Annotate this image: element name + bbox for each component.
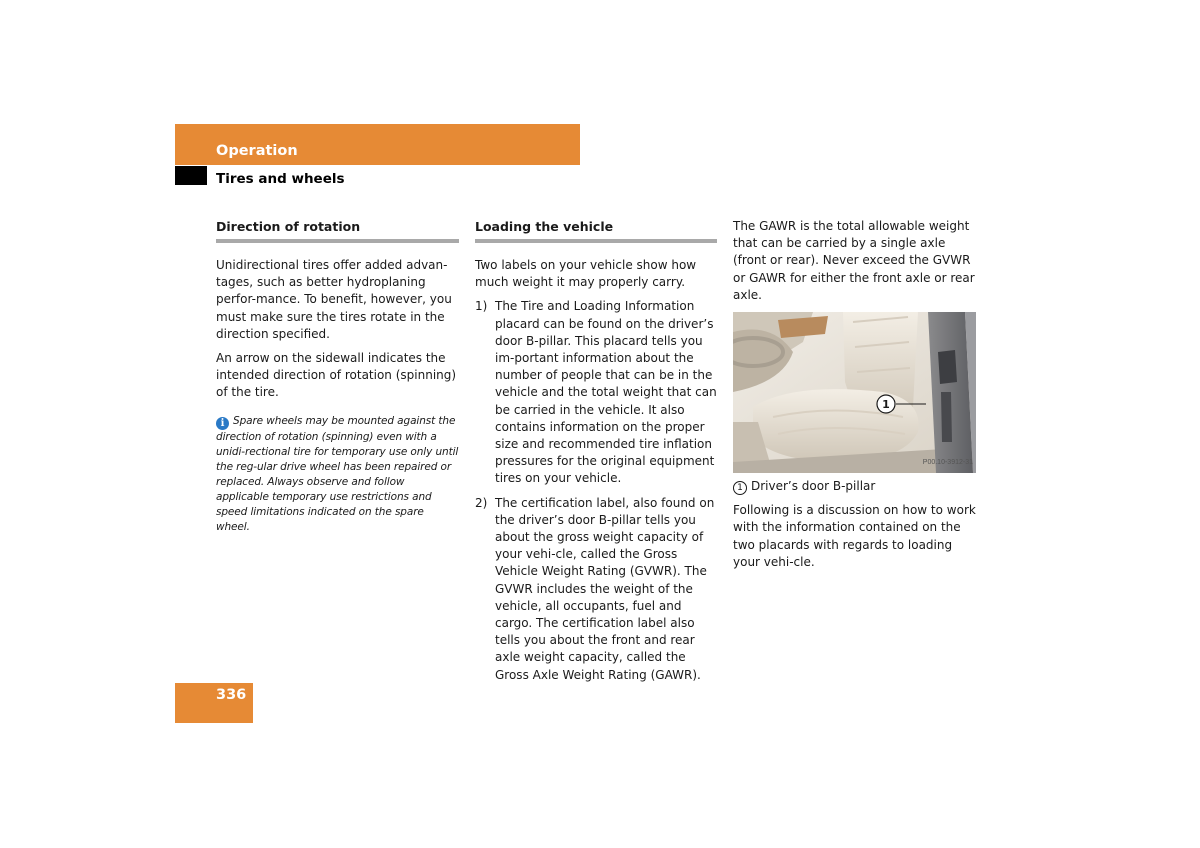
info-note bbox=[216, 414, 459, 535]
paragraph: The GAWR is the total allowable weight that can be carried by a single axle (front or rear). Never exceed the GVWR or GAWR for either the front axle or rear axle. bbox=[733, 219, 975, 302]
paragraph: Two labels on your vehicle show how much weight it may properly carry. bbox=[475, 258, 697, 290]
image-caption bbox=[733, 478, 976, 495]
paragraph: Following is a discussion on how to work with the information contained on the two placards with regards to loading your vehi-cle. bbox=[733, 503, 976, 569]
paragraph: An arrow on the sidewall indicates the intended direction of rotation (spinning) of the tire. bbox=[216, 351, 457, 400]
heading-direction-of-rotation: Direction of rotation bbox=[216, 218, 459, 243]
subsection-marker bbox=[175, 166, 207, 185]
column-direction-of-rotation bbox=[216, 218, 459, 535]
subsection-title: Tires and wheels bbox=[216, 171, 345, 187]
column-gawr bbox=[733, 218, 976, 578]
heading-loading-the-vehicle: Loading the vehicle bbox=[475, 218, 717, 243]
list-item bbox=[475, 495, 717, 684]
column-loading-the-vehicle bbox=[475, 218, 717, 691]
list-number: 1) bbox=[475, 299, 488, 314]
caption-text: Driver’s door B-pillar bbox=[751, 479, 876, 494]
paragraph: Unidirectional tires offer added advan-tages, such as better hydroplaning perfor-mance. To benefit, however, you must make sure the tires rotate in the direction specified. bbox=[216, 258, 452, 341]
image-code: P00.10-3912-31 bbox=[922, 458, 973, 466]
list-text: The Tire and Loading Information placard can be found on the driver’s door B-pillar. This placard tells you im-portant information about the number of people that can be in the vehicle and the total weight that can be carried in the vehicle. It also contains information on the proper size and recommended tire inflation pressures for the original equipment tires on your vehicle. bbox=[495, 299, 717, 486]
list-text: The certification label, also found on the driver’s door B-pillar tells you about the gross weight capacity of your vehi-cle, called the Gross Vehicle Weight Rating (GVWR). The GVWR includes the weight of the vehicle, all occupants, fuel and cargo. The certification label also tells you about the front and rear axle weight capacity, called the Gross Axle Weight Rating (GAWR). bbox=[495, 495, 715, 682]
list-item bbox=[475, 298, 717, 487]
info-icon: i bbox=[216, 417, 229, 430]
info-note-text: Spare wheels may be mounted against the direction of rotation (spinning) even with a unidi-rectional tire for temporary use only until the reg-ular drive wheel has been repaired or replaced. Always observe and follow applicable temporary use restrictions and speed limitations indicated on the spare wheel. bbox=[216, 414, 459, 533]
list-number: 2) bbox=[475, 495, 488, 510]
callout-number: 1 bbox=[882, 398, 890, 412]
b-pillar-photo bbox=[733, 312, 976, 473]
caption-number: 1 bbox=[733, 481, 747, 495]
seat-illustration bbox=[733, 312, 976, 473]
section-title: Operation bbox=[216, 143, 298, 159]
page-number: 336 bbox=[216, 687, 247, 703]
